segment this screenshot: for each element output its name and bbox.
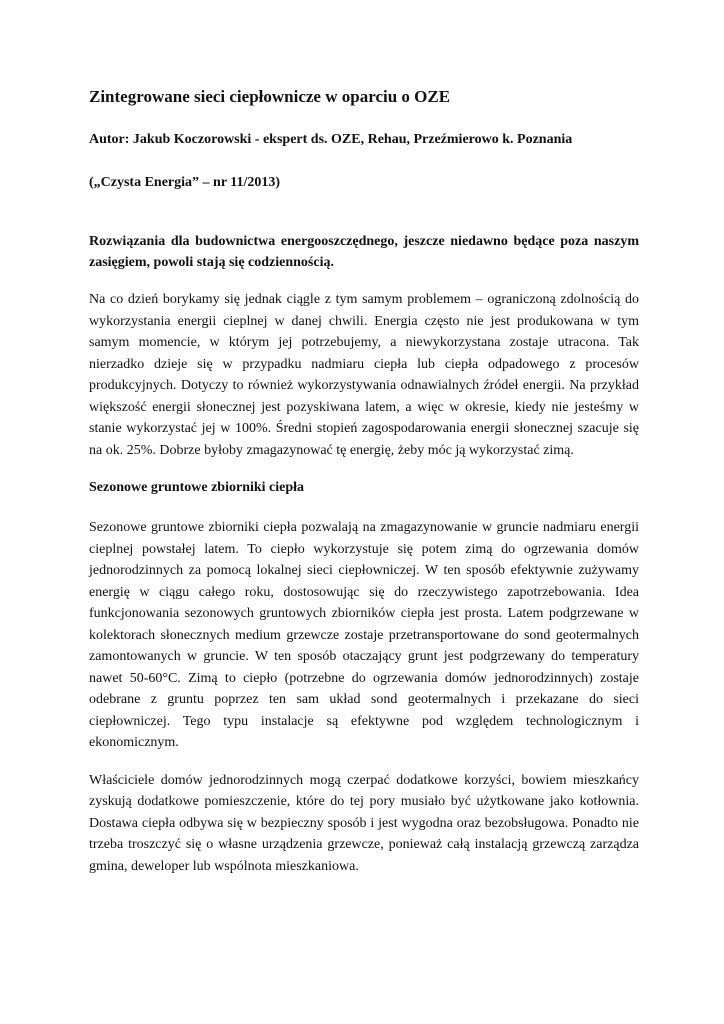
body-paragraph-1: Na co dzień borykamy się jednak ciągle z tym samym problemem – ograniczoną zdolnością do wykorzystania energii cieplnej w danej chwili. Energia często nie jest produkowana w tym samym momencie, w którym jej potrzebujemy, a niewykorzystana zostaje utracona. Tak nierzadko dzieje się w przypadku nadmiaru ciepła lub ciepła odpadowego z procesów produkcyjnych. Dotyczy to również wykorzystywania odnawialnych źródeł energii. Na przykład większość energii słonecznej jest pozyskiwana latem, a więc w okresie, kiedy nie jesteśmy w stanie wykorzystać jej w 100%. Średni stopień zagospodarowania energii słonecznej szacuje się na ok. 25%. Dobrze byłoby zmagazynować tę energię, żeby móc ją wykorzystać zimą. <box>89 292 639 458</box>
section-heading: Sezonowe gruntowe zbiorniki ciepła <box>89 480 305 495</box>
lead-paragraph: Rozwiązania dla budownictwa energooszczędnego, jeszcze niedawno będące poza naszym zasięgiem, powoli stają się codziennością. <box>89 234 639 270</box>
author-line: Autor: Jakub Koczorowski - ekspert ds. OZE, Rehau, Przeźmierowo k. Poznania <box>89 132 573 147</box>
body-paragraph-3: Właściciele domów jednorodzinnych mogą czerpać dodatkowe korzyści, bowiem mieszkańcy zyskują dodatkowe pomieszczenie, które do tej pory musiało być użytkowane jako kotłownia. Dostawa ciepła odbywa się w bezpieczny sposób i jest wygodna oraz bezobsługowa. Ponadto nie trzeba troszczyć się o własne urządzenia grzewcze, ponieważ całą instalacją grzewczą zarządza gmina, deweloper lub wspólnota mieszkaniowa. <box>89 772 639 874</box>
document-page <box>89 86 639 893</box>
body-paragraph-2: Sezonowe gruntowe zbiorniki ciepła pozwalają na zmagazynowanie w gruncie nadmiaru energii cieplnej powstałej latem. To ciepło wykorzystuje się potem zimą do ogrzewania domów jednorodzinnych za pomocą lokalnej sieci ciepłowniczej. W ten sposób efektywnie zużywamy energię w ciągu całego roku, dostosowując się do rzeczywistego zapotrzebowania. Idea funkcjonowania sezonowych gruntowych zbiorników ciepła jest prosta. Latem podgrzewane w kolektorach słonecznych medium grzewcze zostaje przetransportowane do sond geotermalnych zamontowanych w gruncie. W ten sposób otaczający grunt jest podgrzewany do temperatury nawet 50-60°C. Zimą to ciepło (potrzebne do ogrzewania domów jednorodzinnych) zostaje odebrane z gruntu poprzez ten sam układ sond geotermalnych i przekazane do sieci ciepłowniczej. Tego typu instalacje są efektywne pod względem technologicznym i ekonomicznym. <box>89 520 639 750</box>
document-title: Zintegrowane sieci ciepłownicze w oparciu o OZE <box>89 87 451 106</box>
source-line: („Czysta Energia” – nr 11/2013) <box>89 175 281 190</box>
